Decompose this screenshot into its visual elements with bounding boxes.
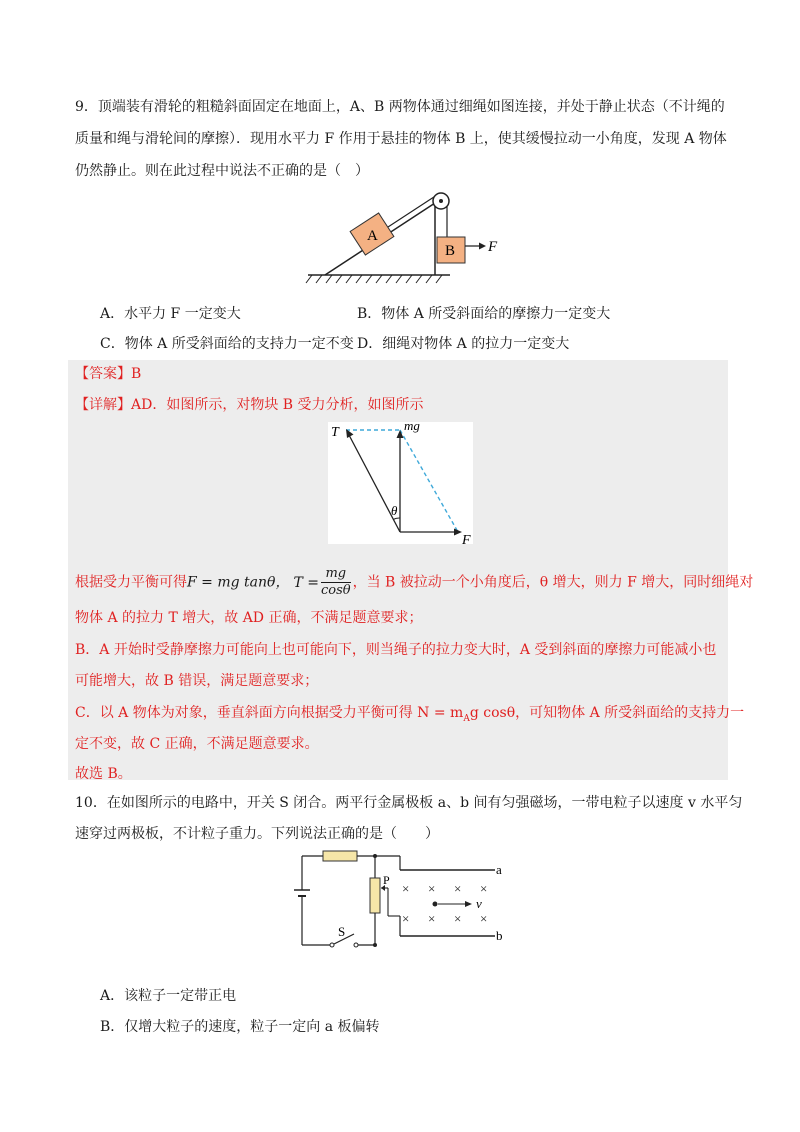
q9-stem-line-3: 仍然静止。则在此过程中说法不正确的是（ ） (75, 163, 369, 179)
balance-rest: ，当 B 被拉动一个小角度后，θ 增大，则力 F 增大，同时细绳对 (352, 574, 754, 591)
q9-stem-line-1: 9．顶端装有滑轮的粗糙斜面固定在地面上，A、B 两物体通过细绳如图连接，并处于静止状态（不计绳的 (75, 99, 725, 115)
b-field-cross: × (428, 881, 436, 896)
b-field-cross: × (428, 911, 436, 926)
tension-t-label: T (331, 425, 339, 440)
b-field-cross: × (480, 911, 488, 926)
detail-line-5-sub: A (463, 713, 470, 724)
b-field-cross: × (402, 911, 410, 926)
theta-label: θ (391, 503, 398, 518)
q9-option-d: D．细绳对物体 A 的拉力一定变大 (357, 336, 570, 352)
answer-line: 【答案】B (75, 366, 142, 382)
circuit-figure (290, 848, 520, 953)
detail-line-5 (75, 703, 744, 729)
force-diagram (328, 422, 478, 547)
detail-line-5-text: C．以 A 物体为对象，垂直斜面方向根据受力平衡可得 N = m (75, 705, 464, 721)
b-field-cross: × (480, 881, 488, 896)
slider-p-label: P (383, 873, 390, 887)
balance-line (75, 566, 753, 599)
formula-f: F = mg tanθ， (187, 574, 290, 591)
detail-line-5-rest: g cosθ，可知物体 A 所受斜面给的支持力一 (469, 705, 745, 721)
detail-line-7: 故选 B。 (75, 766, 132, 782)
incline-pulley-figure (300, 185, 520, 290)
b-field-cross: × (454, 881, 462, 896)
block-a-label: A (367, 228, 378, 244)
detail-line-2: 物体 A 的拉力 T 增大，故 AD 正确，不满足题意要求； (75, 610, 423, 626)
plate-b-label: b (496, 928, 503, 943)
q9-option-b: B．物体 A 所受斜面给的摩擦力一定变大 (357, 306, 611, 322)
b-field-cross: × (402, 881, 410, 896)
detail-line-3: B．A 开始时受静摩擦力可能向上也可能向下，则当绳子的拉力变大时，A 受到斜面的摩擦力可能减小也 (75, 642, 717, 658)
velocity-v-label: v (476, 896, 482, 911)
detail-line-4: 可能增大，故 B 错误，满足题意要求； (75, 673, 319, 689)
q10-stem-line-1: 10．在如图所示的电路中，开关 S 闭合。两平行金属极板 a、b 间有匀强磁场，一带电粒子以速度 v 水平匀 (75, 795, 743, 811)
formula-t-den: cosθ (320, 583, 351, 598)
detail-intro-text: AD．如图所示，对物块 B 受力分析，如图所示 (131, 397, 424, 413)
q9-option-c: C．物体 A 所受斜面给的支持力一定不变 (100, 336, 354, 352)
force-f-label: F (488, 239, 498, 255)
q9-stem-line-2: 质量和绳与滑轮间的摩擦）．现用水平力 F 作用于悬挂的物体 B 上，使其缓慢拉动一小角度，发现 A 物体 (75, 131, 727, 147)
mg-label: mg (404, 422, 420, 433)
detail-label: 【详解】 (75, 397, 131, 413)
plate-a-label: a (496, 862, 502, 877)
block-b-label: B (445, 243, 456, 259)
q9-option-a: A．水平力 F 一定变大 (100, 306, 241, 322)
formula-t-num: mg (321, 566, 351, 583)
switch-s-label: S (338, 924, 346, 939)
formula-t-lhs: T = (293, 574, 319, 591)
force-f-label-2: F (462, 533, 471, 547)
q10-stem-line-2: 速穿过两极板，不计粒子重力。下列说法正确的是（ ） (75, 826, 439, 842)
q10-option-b: B．仅增大粒子的速度，粒子一定向 a 板偏转 (100, 1019, 380, 1035)
detail-line-6: 定不变，故 C 正确，不满足题意要求。 (75, 736, 319, 752)
detail-intro (75, 395, 424, 415)
q10-option-a: A．该粒子一定带正电 (100, 988, 237, 1004)
balance-prefix: 根据受力平衡可得 (75, 574, 187, 591)
b-field-cross: × (454, 911, 462, 926)
